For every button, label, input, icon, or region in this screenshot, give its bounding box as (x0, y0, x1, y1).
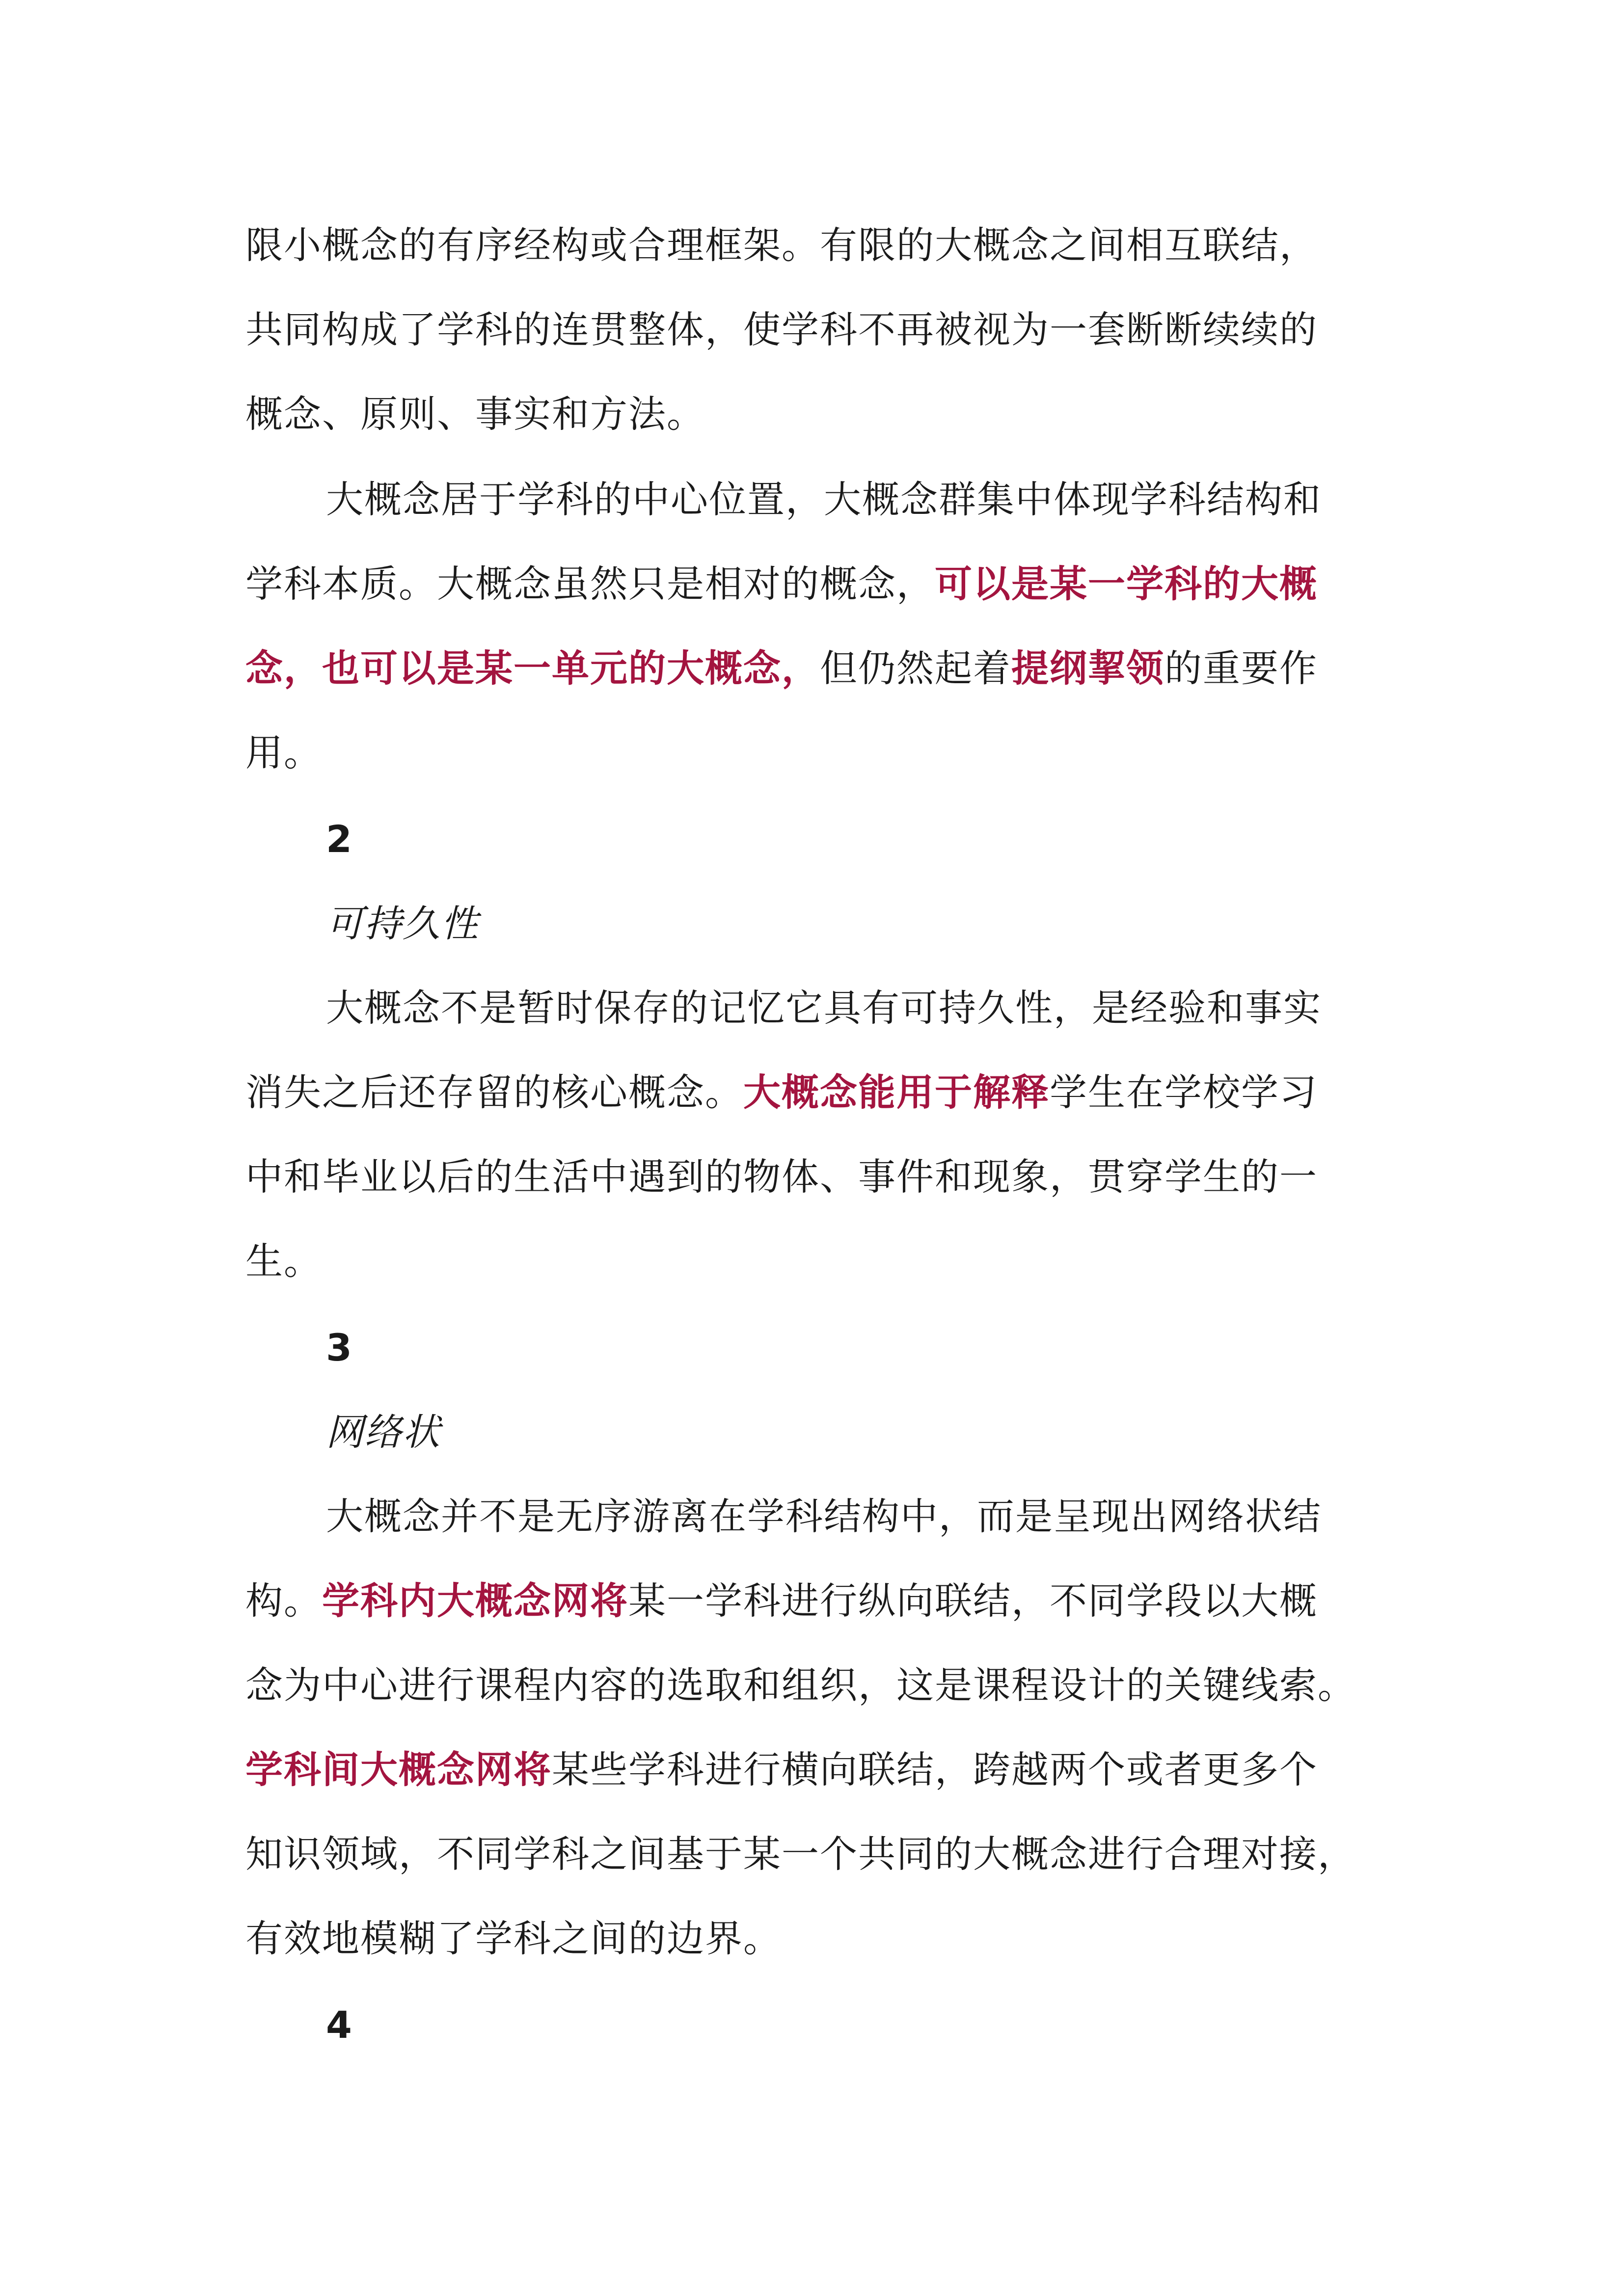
paragraph-line: 大概念并不是无序游离在学科结构中，而是呈现出网络状结 (326, 1495, 1322, 1538)
section-heading: 网络状 (326, 1410, 441, 1454)
paragraph-line (245, 1745, 1318, 1794)
section-number: 4 (326, 2003, 352, 2047)
paragraph-line: 大概念不是暂时保存的记忆它具有可持久性，是经验和事实 (326, 986, 1322, 1030)
paragraph-line (245, 1068, 1318, 1117)
paragraph-line: 有效地模糊了学科之间的边界。 (245, 1917, 782, 1960)
section-number: 3 (326, 1326, 352, 1369)
highlight-text: 学科内大概念网将 (322, 1579, 628, 1623)
highlight-text: 念，也可以是某一单元的大概念， (245, 646, 820, 690)
section-number: 2 (326, 817, 352, 861)
text-run: 构。 (245, 1579, 322, 1623)
highlight-text: 提纲挈领 (1011, 646, 1164, 690)
highlight-text: 学科间大概念网将 (245, 1748, 552, 1791)
text-run: 某一学科进行纵向联结，不同学段以大概 (628, 1579, 1318, 1623)
paragraph-line: 用。 (245, 731, 322, 774)
text-run: 某些学科进行横向联结，跨越两个或者更多个 (552, 1748, 1318, 1791)
paragraph-line: 限小概念的有序经构或合理框架。有限的大概念之间相互联结， (245, 223, 1318, 267)
paragraph-line: 知识领域，不同学科之间基于某一个共同的大概念进行合理对接， (245, 1832, 1356, 1876)
paragraph-line: 概念、原则、事实和方法。 (245, 392, 705, 436)
paragraph-line: 大概念居于学科的中心位置，大概念群集中体现学科结构和 (326, 478, 1322, 521)
paragraph-line (245, 1576, 1318, 1626)
paragraph-line: 生。 (245, 1239, 322, 1283)
paragraph-line (245, 560, 1318, 609)
paragraph-line: 念为中心进行课程内容的选取和组织，这是课程设计的关键线索。 (245, 1663, 1356, 1707)
text-run: 学生在学校学习 (1050, 1070, 1318, 1114)
text-run: 但仍然起着 (820, 646, 1011, 690)
text-run: 的重要作 (1164, 646, 1318, 690)
highlight-text: 大概念能用于解释 (743, 1070, 1050, 1114)
text-run: 消失之后还存留的核心概念。 (245, 1070, 743, 1114)
paragraph-line: 共同构成了学科的连贯整体，使学科不再被视为一套断断续续的 (245, 308, 1318, 351)
section-heading: 可持久性 (326, 902, 479, 945)
paragraph-line: 中和毕业以后的生活中遇到的物体、事件和现象，贯穿学生的一 (245, 1155, 1318, 1199)
text-run: 学科本质。大概念虽然只是相对的概念， (245, 562, 935, 606)
paragraph-line (245, 644, 1318, 693)
highlight-text: 可以是某一学科的大概 (935, 562, 1318, 606)
